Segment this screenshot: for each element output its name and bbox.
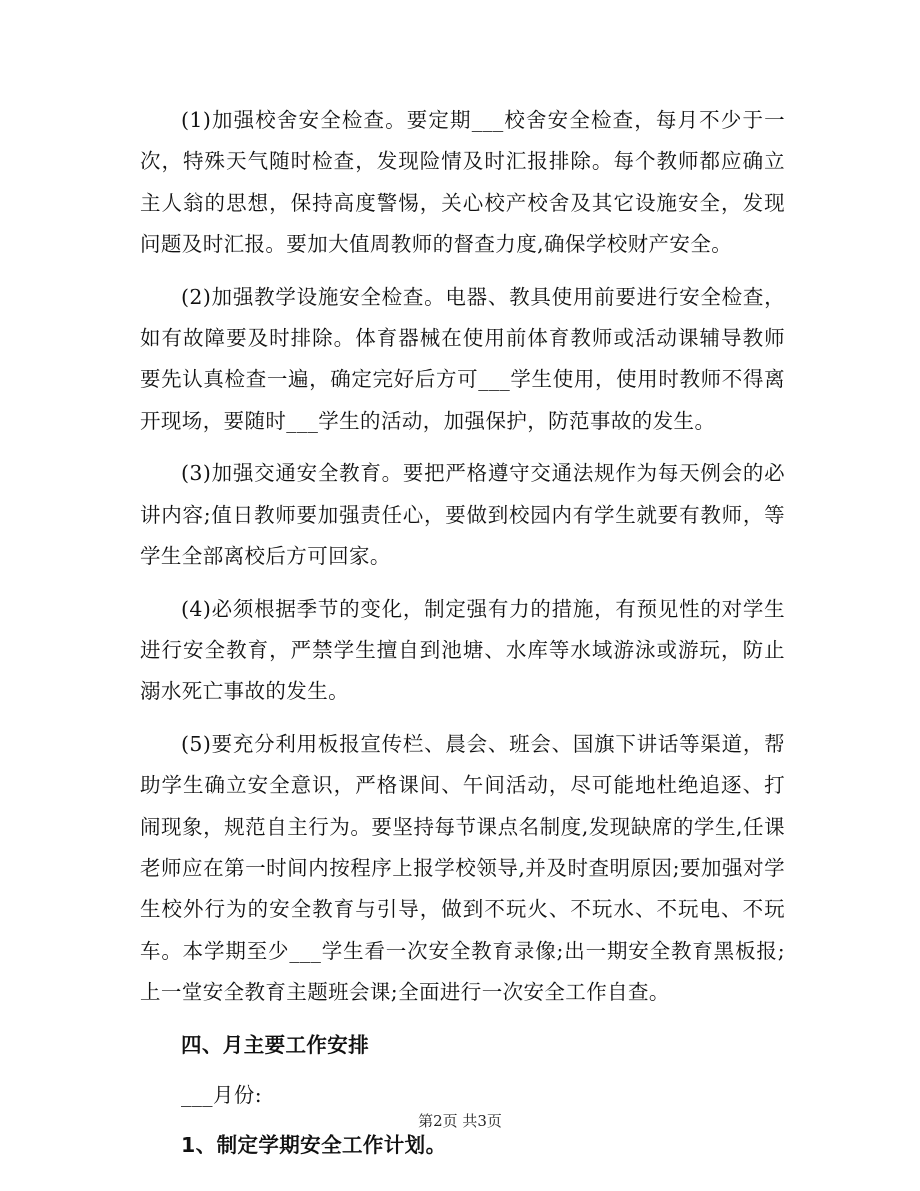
paragraph-2: (2)加强教学设施安全检查。电器、教具使用前要进行安全检查，如有故障要及时排除。体育器械在使用前体育教师或活动课辅导教师要先认真检查一遍，确定完好后方可___学生使用，使用时教师不得离开现场，要随时___学生的活动，加强保护，防范事故的发生。 xyxy=(140,284,785,433)
paragraph-4: (4)必须根据季节的变化，制定强有力的措施，有预见性的对学生进行安全教育，严禁学生擅自到池塘、水库等水域游泳或游玩，防止溺水死亡事故的发生。 xyxy=(140,596,785,704)
paragraph-3: (3)加强交通安全教育。要把严格遵守交通法规作为每天例会的必讲内容;值日教师要加强责任心，要做到校园内有学生就要有教师，等学生全部离校后方可回家。 xyxy=(140,461,785,568)
section-heading: 四、月主要工作安排 xyxy=(181,1032,370,1057)
month-line: ___月份: xyxy=(181,1083,263,1108)
paragraph-5: (5)要充分利用板报宣传栏、晨会、班会、国旗下讲话等渠道，帮助学生确立安全意识，严格课间、午间活动，尽可能地杜绝追逐、打闹现象，规范自主行为。要坚持每节课点名制度,发现缺席的学生,任课老师应在第一时间内按程序上报学校领导,并及时查明原因;要加强对学生校外行为的安全教育与引导，做到不玩火、不玩水、不玩电、不玩车。本学期至少___学生看一次安全教育录像;出一期安全教育黑板报;上一堂安全教育主题班会课;全面进行一次安全工作自查。 xyxy=(140,732,785,1004)
paragraph-1: (1)加强校舍安全检查。要定期___校舍安全检查，每月不少于一次，特殊天气随时检查，发现险情及时汇报排除。每个教师都应确立主人翁的思想，保持高度警惕，关心校产校舍及其它设施安全，发现问题及时汇报。要加大值周教师的督查力度,确保学校财产安全。 xyxy=(140,108,785,256)
document-body xyxy=(140,100,785,1178)
list-item-1: 1、制定学期安全工作计划。 xyxy=(181,1133,447,1158)
page-footer: 第2页 共3页 xyxy=(418,1112,502,1130)
